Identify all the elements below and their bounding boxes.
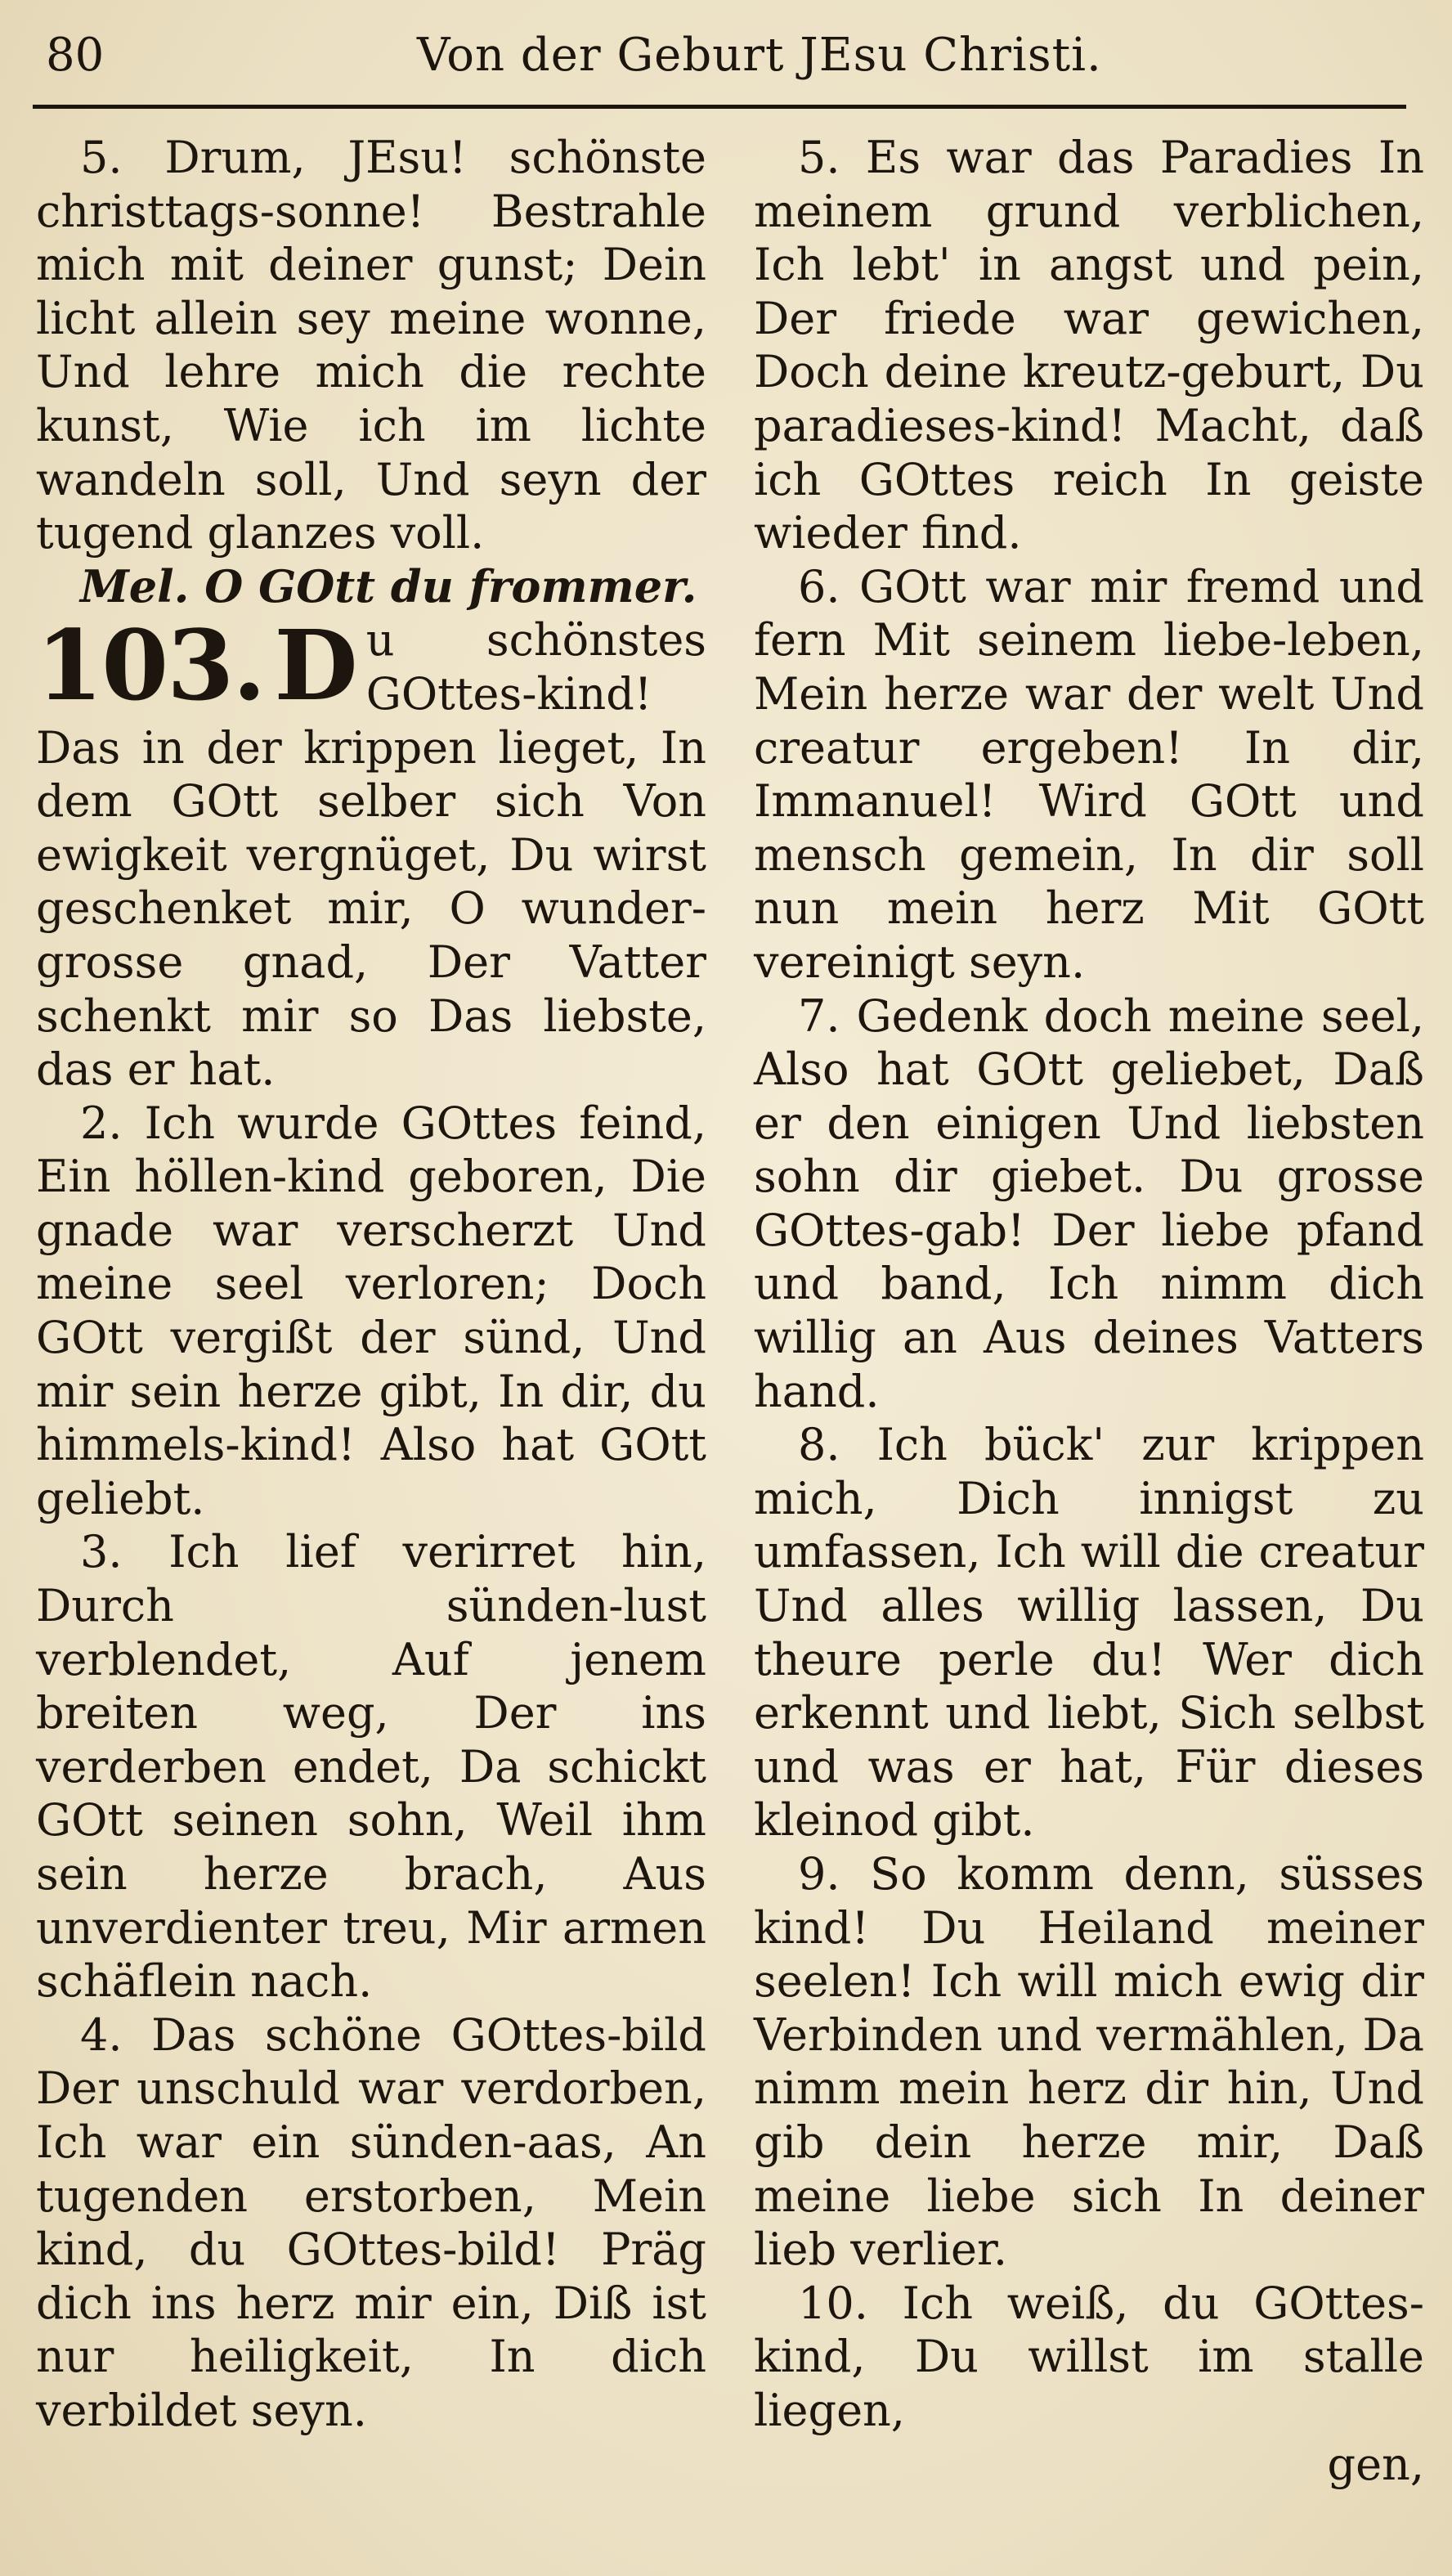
left-column bbox=[36, 131, 706, 2438]
stanza-7: 7. Gedenk doch meine seel, Also hat GOtt geliebet, Daß er den einigen Und liebsten sohn dir giebet. Du grosse GOttes-gab! Der liebe pfand und band, Ich nimm dich willig an Aus deines Vatters hand. bbox=[754, 990, 1424, 1417]
stanza-5: 5. Es war das Paradies In meinem grund verblichen, Ich lebt' in angst und pein, Der friede war gewichen, Doch deine kreutz-geburt, Du paradieses-kind! Macht, daß ich GOttes reich In geiste wieder find. bbox=[754, 132, 1424, 559]
stanza-5-previous-hymn: 5. Drum, JEsu! schönste christtags-sonne! Bestrahle mich mit deiner gunst; Dein licht allein sey meine wonne, Und lehre mich die rechte kunst, Wie ich im lichte wandeln soll, Und seyn der tugend glanzes voll. bbox=[36, 132, 706, 559]
hymn-number: 103. bbox=[36, 608, 265, 723]
drop-cap: D bbox=[274, 608, 358, 723]
stanza-2: 2. Ich wurde GOttes feind, Ein höllen-kind geboren, Die gnade war verscherzt Und meine seel verloren; Doch GOtt vergißt der sünd, Und mir sein herze gibt, In dir, du himmels-kind! Also hat GOtt geliebt. bbox=[36, 1097, 706, 1524]
hymn-103-stanza-1 bbox=[36, 608, 706, 1096]
stanza-10: 10. Ich weiß, du GOttes-kind, Du willst im stalle liegen, bbox=[754, 2277, 1424, 2436]
stanza-4: 4. Das schöne GOttes-bild Der unschuld war verdorben, Ich war ein sünden-aas, An tugenden erstorben, Mein kind, du GOttes-bild! Präg dich ins herz mir ein, Diß ist nur heiligkeit, In dich verbildet seyn. bbox=[36, 2008, 706, 2436]
melody-line: Mel. O GOtt du frommer. bbox=[80, 559, 697, 613]
stanza-3: 3. Ich lief verirret hin, Durch sünden-lust verblendet, Auf jenem breiten weg, Der ins verderben endet, Da schickt GOtt seinen sohn, Weil ihm sein herze brach, Aus unverdienter treu, Mir armen schäflein nach. bbox=[36, 1526, 706, 2008]
stanza-8: 8. Ich bück' zur krippen mich, Dich innigst zu umfassen, Ich will die creatur Und alles willig lassen, Du theure perle du! Wer dich erkennt und liebt, Sich selbst und was er hat, Für dieses kleinod gibt. bbox=[754, 1419, 1424, 1847]
stanza-9: 9. So komm denn, süsses kind! Du Heiland meiner seelen! Ich will mich ewig dir Verbinden und vermählen, Da nimm mein herz dir hin, Und gib dein herze mir, Daß meine liebe sich In deiner lieb verlier. bbox=[754, 1848, 1424, 2276]
catchword: gen, bbox=[1327, 2438, 1424, 2490]
page-number: 80 bbox=[46, 29, 105, 82]
stanza-1-text: u schönstes GOttes-kind! Das in der krippen lieget, In dem GOtt selber sich Von ewigkeit vergnüget, Du wirst geschenket mir, O wunder-grosse gnad, Der Vatter schenkt mir so Das liebste, das er hat. bbox=[36, 614, 706, 1096]
page-header bbox=[33, 23, 1423, 88]
right-column bbox=[754, 131, 1424, 2491]
stanza-6: 6. GOtt war mir fremd und fern Mit seinem liebe-leben, Mein herze war der welt Und creatur ergeben! In dir, Immanuel! Wird GOtt und mensch gemein, In dir soll nun mein herz Mit GOtt vereinigt seyn. bbox=[754, 560, 1424, 988]
header-rule bbox=[33, 105, 1406, 109]
running-head: Von der Geburt JEsu Christi. bbox=[417, 29, 1102, 82]
